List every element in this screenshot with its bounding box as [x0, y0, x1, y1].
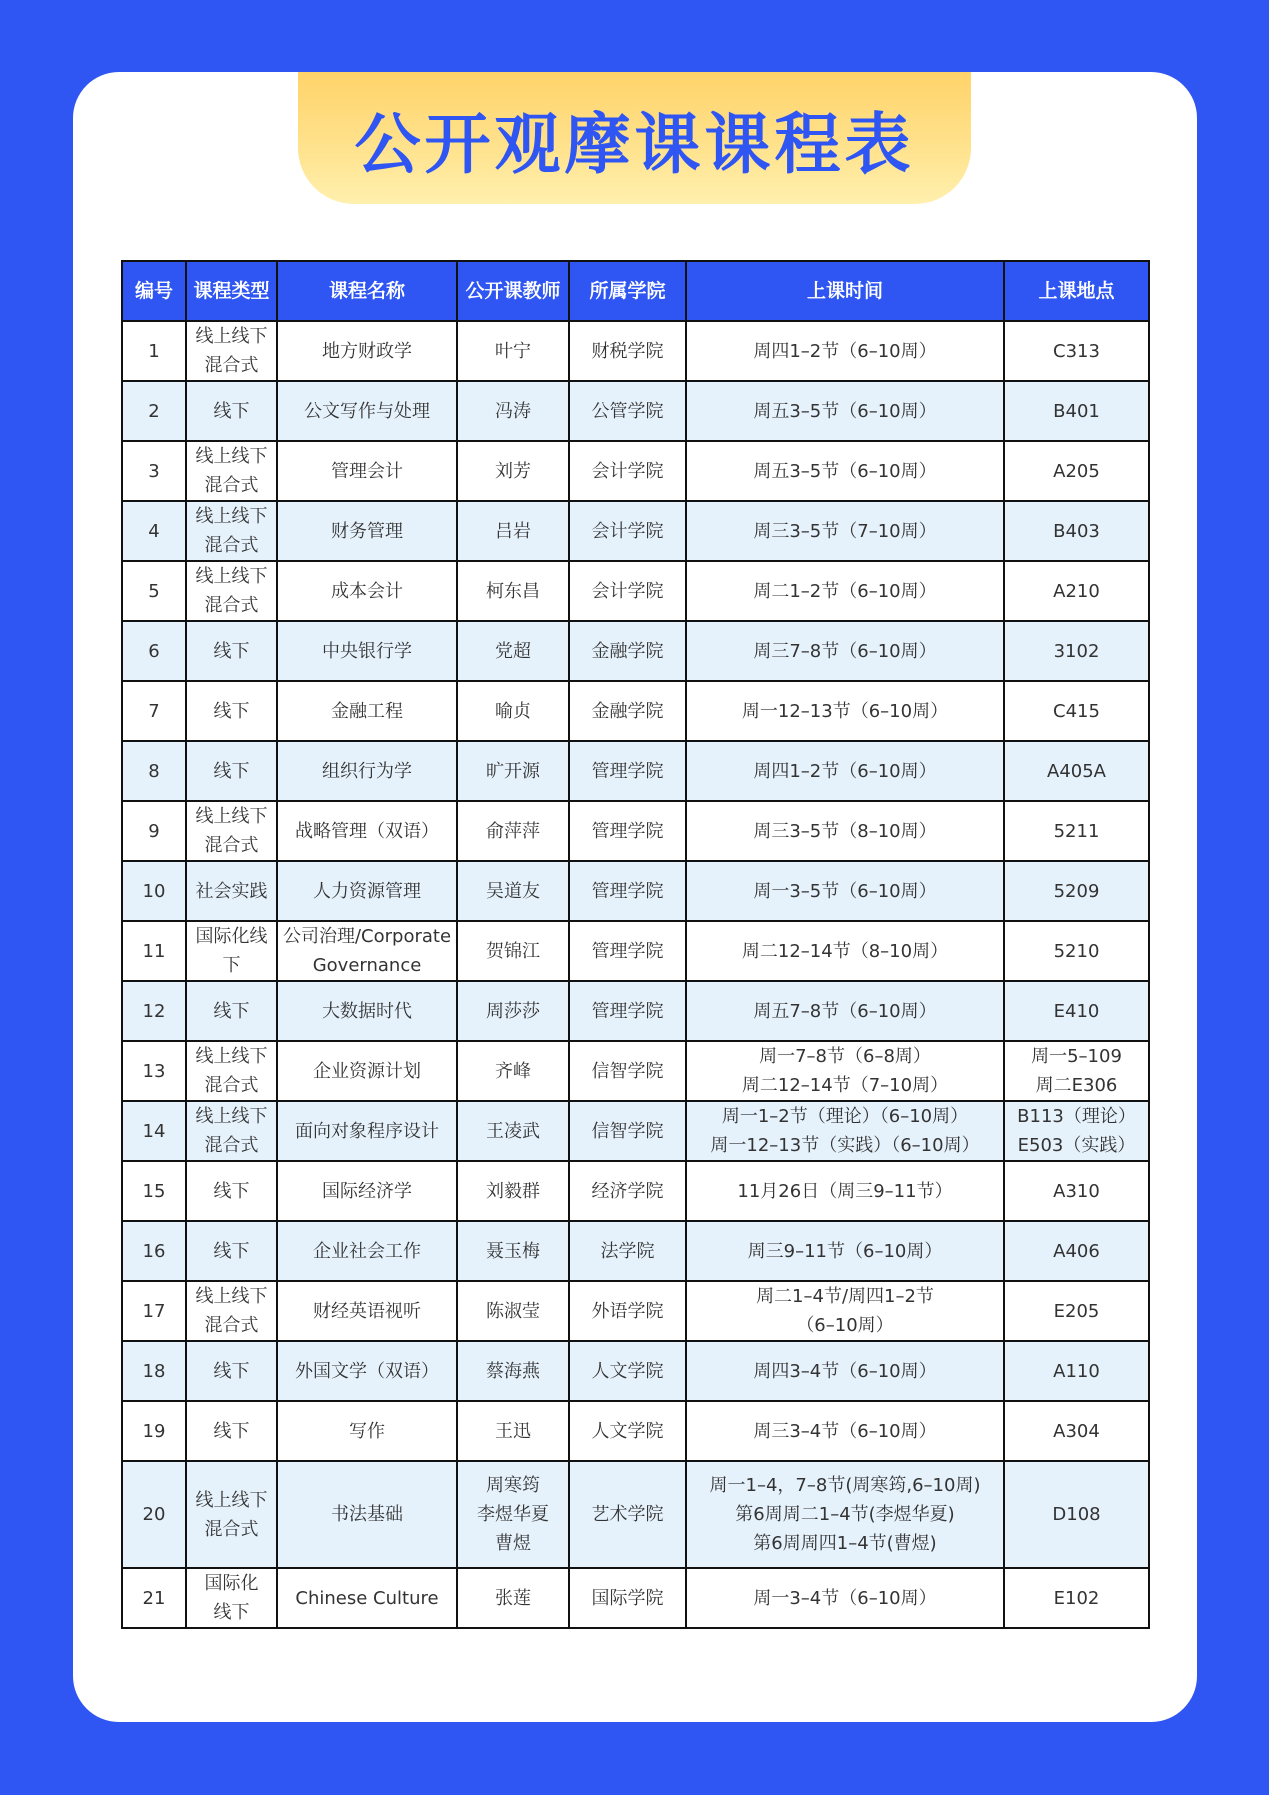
cell-number: 5	[122, 561, 186, 621]
cell-course-type: 线下	[186, 621, 277, 681]
cell-time: 周四1–2节（6–10周）	[686, 741, 1004, 801]
cell-course-type: 线上线下 混合式	[186, 1101, 277, 1161]
cell-teacher: 喻贞	[457, 681, 569, 741]
cell-course-type: 线上线下 混合式	[186, 1461, 277, 1568]
cell-number: 16	[122, 1221, 186, 1281]
cell-college: 外语学院	[569, 1281, 686, 1341]
cell-course-name: 写作	[277, 1401, 457, 1461]
table-row	[122, 921, 1149, 981]
cell-number: 9	[122, 801, 186, 861]
cell-teacher: 俞萍萍	[457, 801, 569, 861]
cell-college: 管理学院	[569, 981, 686, 1041]
cell-location: E410	[1004, 981, 1149, 1041]
cell-teacher: 张莲	[457, 1568, 569, 1628]
cell-location: E205	[1004, 1281, 1149, 1341]
cell-location: A210	[1004, 561, 1149, 621]
course-schedule-table	[121, 260, 1150, 1629]
cell-course-name: 财务管理	[277, 501, 457, 561]
cell-number: 10	[122, 861, 186, 921]
cell-location: 5211	[1004, 801, 1149, 861]
cell-college: 法学院	[569, 1221, 686, 1281]
cell-location: C313	[1004, 321, 1149, 381]
cell-number: 13	[122, 1041, 186, 1101]
column-header: 所属学院	[569, 261, 686, 321]
cell-course-type: 国际化线 下	[186, 921, 277, 981]
cell-number: 17	[122, 1281, 186, 1341]
cell-location: A406	[1004, 1221, 1149, 1281]
table-header-row	[122, 261, 1149, 321]
cell-time: 周二1–4节/周四1–2节 （6–10周）	[686, 1281, 1004, 1341]
cell-time: 周二12–14节（8–10周）	[686, 921, 1004, 981]
cell-course-type: 线上线下 混合式	[186, 561, 277, 621]
cell-college: 管理学院	[569, 861, 686, 921]
cell-teacher: 王凌武	[457, 1101, 569, 1161]
cell-number: 8	[122, 741, 186, 801]
cell-college: 信智学院	[569, 1041, 686, 1101]
cell-course-name: 组织行为学	[277, 741, 457, 801]
table-row	[122, 441, 1149, 501]
table-row	[122, 381, 1149, 441]
cell-course-name: 国际经济学	[277, 1161, 457, 1221]
table-row	[122, 321, 1149, 381]
cell-number: 20	[122, 1461, 186, 1568]
cell-time: 周一1–4，7–8节(周寒筠,6–10周) 第6周周二1–4节(李煜华夏) 第6周周四1–4节(曹煜)	[686, 1461, 1004, 1568]
cell-course-name: 面向对象程序设计	[277, 1101, 457, 1161]
table-row	[122, 1041, 1149, 1101]
cell-college: 公管学院	[569, 381, 686, 441]
table-row	[122, 1461, 1149, 1568]
cell-number: 2	[122, 381, 186, 441]
cell-teacher: 蔡海燕	[457, 1341, 569, 1401]
cell-teacher: 旷开源	[457, 741, 569, 801]
table-row	[122, 1401, 1149, 1461]
table-row	[122, 1161, 1149, 1221]
cell-course-name: 企业资源计划	[277, 1041, 457, 1101]
cell-course-type: 线下	[186, 741, 277, 801]
table-row	[122, 561, 1149, 621]
column-header: 课程名称	[277, 261, 457, 321]
cell-teacher: 周寒筠 李煜华夏 曹煜	[457, 1461, 569, 1568]
cell-course-type: 线下	[186, 1401, 277, 1461]
cell-number: 21	[122, 1568, 186, 1628]
table-body	[122, 321, 1149, 1628]
cell-number: 4	[122, 501, 186, 561]
cell-teacher: 吕岩	[457, 501, 569, 561]
cell-time: 周三3–5节（8–10周）	[686, 801, 1004, 861]
cell-number: 7	[122, 681, 186, 741]
cell-course-name: 企业社会工作	[277, 1221, 457, 1281]
cell-location: E102	[1004, 1568, 1149, 1628]
cell-college: 会计学院	[569, 441, 686, 501]
table-row	[122, 981, 1149, 1041]
cell-number: 15	[122, 1161, 186, 1221]
cell-teacher: 王迅	[457, 1401, 569, 1461]
cell-college: 国际学院	[569, 1568, 686, 1628]
cell-college: 经济学院	[569, 1161, 686, 1221]
cell-time: 周三7–8节（6–10周）	[686, 621, 1004, 681]
title-banner	[298, 72, 971, 204]
cell-course-name: 中央银行学	[277, 621, 457, 681]
page-title: 公开观摩课课程表	[354, 105, 915, 183]
cell-course-name: 战略管理（双语）	[277, 801, 457, 861]
cell-course-type: 线上线下 混合式	[186, 1041, 277, 1101]
cell-course-type: 线上线下 混合式	[186, 801, 277, 861]
cell-location: 周一5–109 周二E306	[1004, 1041, 1149, 1101]
cell-number: 11	[122, 921, 186, 981]
cell-teacher: 齐峰	[457, 1041, 569, 1101]
cell-course-type: 线上线下 混合式	[186, 1281, 277, 1341]
cell-college: 艺术学院	[569, 1461, 686, 1568]
cell-teacher: 贺锦江	[457, 921, 569, 981]
table-row	[122, 1281, 1149, 1341]
cell-teacher: 冯涛	[457, 381, 569, 441]
cell-time: 周五3–5节（6–10周）	[686, 381, 1004, 441]
cell-course-name: 大数据时代	[277, 981, 457, 1041]
cell-course-name: 公文写作与处理	[277, 381, 457, 441]
cell-number: 3	[122, 441, 186, 501]
cell-number: 12	[122, 981, 186, 1041]
cell-location: 5210	[1004, 921, 1149, 981]
cell-number: 19	[122, 1401, 186, 1461]
column-header: 课程类型	[186, 261, 277, 321]
cell-time: 周四3–4节（6–10周）	[686, 1341, 1004, 1401]
cell-location: A304	[1004, 1401, 1149, 1461]
cell-number: 14	[122, 1101, 186, 1161]
table-row	[122, 681, 1149, 741]
cell-number: 18	[122, 1341, 186, 1401]
table-row	[122, 621, 1149, 681]
cell-time: 周二1–2节（6–10周）	[686, 561, 1004, 621]
cell-course-name: 地方财政学	[277, 321, 457, 381]
cell-time: 周一3–4节（6–10周）	[686, 1568, 1004, 1628]
column-header: 上课地点	[1004, 261, 1149, 321]
table-row	[122, 1568, 1149, 1628]
cell-time: 周一7–8节（6–8周） 周二12–14节（7–10周）	[686, 1041, 1004, 1101]
column-header: 公开课教师	[457, 261, 569, 321]
table-row	[122, 741, 1149, 801]
cell-course-name: 人力资源管理	[277, 861, 457, 921]
cell-course-type: 线下	[186, 1341, 277, 1401]
cell-course-name: 金融工程	[277, 681, 457, 741]
cell-course-name: 成本会计	[277, 561, 457, 621]
cell-course-name: 财经英语视听	[277, 1281, 457, 1341]
cell-location: B403	[1004, 501, 1149, 561]
cell-college: 管理学院	[569, 801, 686, 861]
cell-location: 5209	[1004, 861, 1149, 921]
cell-teacher: 柯东昌	[457, 561, 569, 621]
cell-location: B401	[1004, 381, 1149, 441]
cell-college: 金融学院	[569, 681, 686, 741]
cell-teacher: 聂玉梅	[457, 1221, 569, 1281]
cell-time: 周四1–2节（6–10周）	[686, 321, 1004, 381]
cell-course-name: 管理会计	[277, 441, 457, 501]
cell-time: 周一1–2节（理论）（6–10周） 周一12–13节（实践）（6–10周）	[686, 1101, 1004, 1161]
cell-location: B113（理论） E503（实践）	[1004, 1101, 1149, 1161]
cell-location: A110	[1004, 1341, 1149, 1401]
cell-teacher: 刘毅群	[457, 1161, 569, 1221]
cell-college: 信智学院	[569, 1101, 686, 1161]
table-row	[122, 1341, 1149, 1401]
cell-college: 会计学院	[569, 561, 686, 621]
cell-location: C415	[1004, 681, 1149, 741]
cell-course-name: Chinese Culture	[277, 1568, 457, 1628]
cell-time: 周一12–13节（6–10周）	[686, 681, 1004, 741]
cell-teacher: 吴道友	[457, 861, 569, 921]
cell-college: 管理学院	[569, 741, 686, 801]
cell-time: 周五3–5节（6–10周）	[686, 441, 1004, 501]
cell-teacher: 叶宁	[457, 321, 569, 381]
cell-number: 6	[122, 621, 186, 681]
table-row	[122, 501, 1149, 561]
cell-time: 周一3–5节（6–10周）	[686, 861, 1004, 921]
cell-college: 财税学院	[569, 321, 686, 381]
cell-teacher: 刘芳	[457, 441, 569, 501]
cell-teacher: 陈淑莹	[457, 1281, 569, 1341]
cell-teacher: 周莎莎	[457, 981, 569, 1041]
table-row	[122, 1101, 1149, 1161]
cell-time: 周五7–8节（6–10周）	[686, 981, 1004, 1041]
cell-college: 人文学院	[569, 1401, 686, 1461]
column-header: 编号	[122, 261, 186, 321]
cell-course-type: 线上线下 混合式	[186, 501, 277, 561]
cell-course-type: 线下	[186, 1161, 277, 1221]
cell-course-type: 线下	[186, 681, 277, 741]
cell-course-type: 线下	[186, 1221, 277, 1281]
cell-course-type: 线下	[186, 381, 277, 441]
cell-college: 人文学院	[569, 1341, 686, 1401]
cell-course-type: 线下	[186, 981, 277, 1041]
cell-teacher: 党超	[457, 621, 569, 681]
table-row	[122, 801, 1149, 861]
cell-college: 管理学院	[569, 921, 686, 981]
cell-course-type: 线上线下 混合式	[186, 321, 277, 381]
cell-college: 会计学院	[569, 501, 686, 561]
cell-time: 周三3–4节（6–10周）	[686, 1401, 1004, 1461]
table-row	[122, 1221, 1149, 1281]
cell-location: D108	[1004, 1461, 1149, 1568]
cell-location: A205	[1004, 441, 1149, 501]
cell-course-name: 书法基础	[277, 1461, 457, 1568]
table-row	[122, 861, 1149, 921]
cell-location: A310	[1004, 1161, 1149, 1221]
cell-course-name: 外国文学（双语）	[277, 1341, 457, 1401]
cell-college: 金融学院	[569, 621, 686, 681]
cell-time: 11月26日（周三9–11节）	[686, 1161, 1004, 1221]
cell-time: 周三9–11节（6–10周）	[686, 1221, 1004, 1281]
cell-course-type: 社会实践	[186, 861, 277, 921]
cell-course-type: 国际化 线下	[186, 1568, 277, 1628]
cell-location: A405A	[1004, 741, 1149, 801]
cell-time: 周三3–5节（7–10周）	[686, 501, 1004, 561]
cell-course-type: 线上线下 混合式	[186, 441, 277, 501]
column-header: 上课时间	[686, 261, 1004, 321]
cell-course-name: 公司治理/Corporate Governance	[277, 921, 457, 981]
cell-location: 3102	[1004, 621, 1149, 681]
cell-number: 1	[122, 321, 186, 381]
